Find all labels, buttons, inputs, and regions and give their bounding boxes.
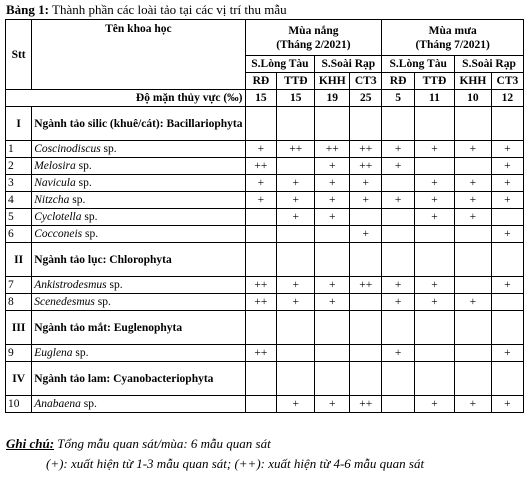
- species-sp: sp.: [100, 143, 117, 155]
- wet-season-label: Mùa mưa: [428, 24, 477, 37]
- group-name: Ngành tảo silic (khuê/cát): Bacillariophyta: [32, 107, 245, 141]
- occurrence-cell: +: [414, 141, 454, 158]
- empty-cell: [350, 107, 382, 141]
- site-header: CT3: [491, 73, 523, 90]
- occurrence-cell: [245, 226, 277, 243]
- occurrence-cell: +: [414, 209, 454, 226]
- species-name: [32, 277, 245, 294]
- empty-cell: [491, 107, 523, 141]
- table-row: [6, 277, 524, 294]
- occurrence-cell: [277, 158, 315, 175]
- caption-label: Bảng 1:: [6, 2, 49, 17]
- table-caption: [6, 2, 287, 18]
- table-row: [6, 294, 524, 311]
- empty-cell: [315, 362, 350, 396]
- salinity-value: 25: [350, 90, 382, 107]
- table-row: [6, 209, 524, 226]
- dry-season-month: (Tháng 2/2021): [276, 38, 351, 51]
- occurrence-cell: [350, 209, 382, 226]
- occurrence-cell: +: [350, 175, 382, 192]
- species-name: [32, 192, 245, 209]
- salinity-value: 12: [491, 90, 523, 107]
- empty-cell: [350, 311, 382, 345]
- empty-cell: [315, 243, 350, 277]
- occurrence-cell: [491, 209, 523, 226]
- occurrence-cell: [455, 226, 492, 243]
- empty-cell: [455, 243, 492, 277]
- table-row: [6, 396, 524, 413]
- table-row: [6, 175, 524, 192]
- table-row: [6, 141, 524, 158]
- occurrence-cell: +: [245, 141, 277, 158]
- note-total: Tổng mẫu quan sát/mùa: 6 mẫu quan sát: [54, 436, 271, 451]
- occurrence-cell: +: [277, 209, 315, 226]
- species-genus: Coscinodiscus: [34, 143, 101, 155]
- empty-cell: [491, 311, 523, 345]
- empty-cell: [455, 311, 492, 345]
- empty-cell: [382, 311, 415, 345]
- occurrence-cell: ++: [245, 345, 277, 362]
- site-header: KHH: [455, 73, 492, 90]
- note-label: Ghi chú:: [6, 436, 55, 451]
- occurrence-cell: [455, 277, 492, 294]
- species-sp: sp.: [81, 211, 98, 223]
- occurrence-cell: [491, 294, 523, 311]
- occurrence-cell: +: [455, 209, 492, 226]
- scientific-name-header: Tên khoa học: [32, 20, 245, 90]
- occurrence-cell: +: [315, 294, 350, 311]
- species-number: 10: [6, 396, 32, 413]
- empty-cell: [245, 107, 277, 141]
- occurrence-cell: ++: [277, 141, 315, 158]
- salinity-value: 11: [414, 90, 454, 107]
- species-table: [5, 19, 524, 413]
- empty-cell: [245, 243, 277, 277]
- table-row: [6, 345, 524, 362]
- note-line-1: [6, 436, 271, 452]
- occurrence-cell: [414, 226, 454, 243]
- species-number: 9: [6, 345, 32, 362]
- salinity-value: 10: [455, 90, 492, 107]
- occurrence-cell: +: [382, 277, 415, 294]
- salinity-value: 15: [245, 90, 277, 107]
- species-genus: Ankistrodesmus: [34, 279, 107, 291]
- occurrence-cell: +: [315, 175, 350, 192]
- group-number: III: [6, 311, 32, 345]
- stt-header: Stt: [6, 20, 32, 90]
- salinity-value: 19: [315, 90, 350, 107]
- occurrence-cell: [277, 226, 315, 243]
- occurrence-cell: +: [455, 141, 492, 158]
- group-name: Ngành tảo lam: Cyanobacteriophyta: [32, 362, 245, 396]
- occurrence-cell: +: [382, 192, 415, 209]
- species-sp: sp.: [106, 279, 123, 291]
- group-row: [6, 243, 524, 277]
- group-name: Ngành tảo mắt: Euglenophyta: [32, 311, 245, 345]
- species-number: 6: [6, 226, 32, 243]
- site-header: KHH: [315, 73, 350, 90]
- occurrence-cell: +: [315, 158, 350, 175]
- empty-cell: [382, 107, 415, 141]
- occurrence-cell: +: [277, 294, 315, 311]
- species-genus: Cyclotella: [34, 211, 82, 223]
- occurrence-cell: [245, 209, 277, 226]
- occurrence-cell: ++: [350, 277, 382, 294]
- group-row: [6, 107, 524, 141]
- empty-cell: [382, 362, 415, 396]
- species-name: [32, 226, 245, 243]
- site-header: TTĐ: [414, 73, 454, 90]
- empty-cell: [277, 311, 315, 345]
- group-name: Ngành tảo lục: Chlorophyta: [32, 243, 245, 277]
- occurrence-cell: +: [277, 192, 315, 209]
- occurrence-cell: +: [350, 192, 382, 209]
- occurrence-cell: [245, 396, 277, 413]
- species-genus: Navicula: [34, 177, 76, 189]
- site-header: CT3: [350, 73, 382, 90]
- empty-cell: [245, 311, 277, 345]
- occurrence-cell: +: [350, 226, 382, 243]
- occurrence-cell: +: [245, 192, 277, 209]
- empty-cell: [414, 311, 454, 345]
- salinity-value: 5: [382, 90, 415, 107]
- occurrence-cell: [414, 158, 454, 175]
- occurrence-cell: +: [455, 396, 492, 413]
- empty-cell: [382, 243, 415, 277]
- occurrence-cell: +: [277, 277, 315, 294]
- species-genus: Euglena: [34, 347, 73, 359]
- table-row: [6, 192, 524, 209]
- species-sp: sp.: [72, 347, 89, 359]
- species-sp: sp.: [82, 228, 99, 240]
- species-name: [32, 345, 245, 362]
- site-header: TTĐ: [277, 73, 315, 90]
- occurrence-cell: [382, 226, 415, 243]
- occurrence-cell: +: [491, 192, 523, 209]
- empty-cell: [277, 243, 315, 277]
- species-genus: Melosira: [34, 160, 76, 172]
- note-line-2: (+): xuất hiện từ 1-3 mẫu quan sát; (++): xuất hiện từ 4-6 mẫu quan sát: [46, 456, 425, 471]
- occurrence-cell: [315, 226, 350, 243]
- site-header: RĐ: [245, 73, 277, 90]
- occurrence-cell: ++: [245, 294, 277, 311]
- empty-cell: [491, 362, 523, 396]
- occurrence-cell: +: [382, 345, 415, 362]
- occurrence-cell: ++: [245, 158, 277, 175]
- species-number: 2: [6, 158, 32, 175]
- group-number: II: [6, 243, 32, 277]
- species-sp: sp.: [69, 194, 86, 206]
- occurrence-cell: +: [491, 396, 523, 413]
- occurrence-cell: +: [245, 175, 277, 192]
- species-number: 4: [6, 192, 32, 209]
- occurrence-cell: +: [414, 277, 454, 294]
- species-name: [32, 209, 245, 226]
- occurrence-cell: +: [382, 158, 415, 175]
- occurrence-cell: [350, 345, 382, 362]
- species-genus: Anabaena: [34, 398, 81, 410]
- occurrence-cell: [382, 396, 415, 413]
- empty-cell: [315, 107, 350, 141]
- occurrence-cell: +: [277, 396, 315, 413]
- occurrence-cell: +: [491, 277, 523, 294]
- river-header: S.Soài Rạp: [315, 56, 382, 73]
- species-name: [32, 158, 245, 175]
- empty-cell: [277, 107, 315, 141]
- occurrence-cell: +: [414, 396, 454, 413]
- river-header: S.Lòng Tàu: [382, 56, 455, 73]
- salinity-row: [6, 90, 524, 107]
- occurrence-cell: +: [315, 209, 350, 226]
- caption-text: Thành phần các loài tảo tại các vị trí thu mẫu: [52, 2, 287, 17]
- empty-cell: [455, 362, 492, 396]
- species-name: [32, 141, 245, 158]
- group-row: [6, 362, 524, 396]
- occurrence-cell: [315, 345, 350, 362]
- occurrence-cell: +: [491, 345, 523, 362]
- occurrence-cell: ++: [350, 141, 382, 158]
- empty-cell: [491, 243, 523, 277]
- occurrence-cell: +: [382, 294, 415, 311]
- empty-cell: [277, 362, 315, 396]
- river-header: S.Lòng Tàu: [245, 56, 315, 73]
- empty-cell: [350, 243, 382, 277]
- occurrence-cell: [350, 294, 382, 311]
- empty-cell: [414, 107, 454, 141]
- site-header: RĐ: [382, 73, 415, 90]
- species-genus: Scenedesmus: [34, 296, 95, 308]
- species-name: [32, 294, 245, 311]
- dry-season-header: [245, 20, 382, 56]
- occurrence-cell: [382, 209, 415, 226]
- occurrence-cell: +: [315, 192, 350, 209]
- occurrence-cell: ++: [350, 158, 382, 175]
- occurrence-cell: +: [382, 141, 415, 158]
- empty-cell: [350, 362, 382, 396]
- species-number: 7: [6, 277, 32, 294]
- table-row: [6, 226, 524, 243]
- occurrence-cell: +: [491, 158, 523, 175]
- occurrence-cell: +: [414, 192, 454, 209]
- river-header: S.Soài Rạp: [455, 56, 524, 73]
- species-genus: Nitzcha: [34, 194, 70, 206]
- occurrence-cell: +: [491, 175, 523, 192]
- species-sp: sp.: [80, 398, 97, 410]
- group-number: IV: [6, 362, 32, 396]
- occurrence-cell: +: [455, 175, 492, 192]
- species-number: 1: [6, 141, 32, 158]
- occurrence-cell: ++: [350, 396, 382, 413]
- empty-cell: [315, 311, 350, 345]
- species-number: 3: [6, 175, 32, 192]
- occurrence-cell: +: [491, 226, 523, 243]
- wet-season-month: (Tháng 7/2021): [415, 38, 490, 51]
- occurrence-cell: +: [315, 396, 350, 413]
- occurrence-cell: +: [491, 141, 523, 158]
- occurrence-cell: +: [414, 294, 454, 311]
- empty-cell: [245, 362, 277, 396]
- empty-cell: [455, 107, 492, 141]
- occurrence-cell: [414, 345, 454, 362]
- salinity-label: Độ mặn thủy vực (‰): [6, 90, 246, 107]
- occurrence-cell: +: [455, 192, 492, 209]
- species-sp: sp.: [94, 296, 111, 308]
- occurrence-cell: [455, 158, 492, 175]
- occurrence-cell: +: [277, 175, 315, 192]
- group-number: I: [6, 107, 32, 141]
- species-name: [32, 175, 245, 192]
- species-sp: sp.: [75, 177, 92, 189]
- wet-season-header: [382, 20, 524, 56]
- occurrence-cell: +: [315, 277, 350, 294]
- occurrence-cell: [277, 345, 315, 362]
- occurrence-cell: ++: [315, 141, 350, 158]
- occurrence-cell: +: [455, 294, 492, 311]
- species-name: [32, 396, 245, 413]
- table-row: [6, 158, 524, 175]
- species-number: 5: [6, 209, 32, 226]
- group-row: [6, 311, 524, 345]
- salinity-value: 15: [277, 90, 315, 107]
- occurrence-cell: ++: [245, 277, 277, 294]
- species-sp: sp.: [75, 160, 92, 172]
- occurrence-cell: [455, 345, 492, 362]
- empty-cell: [414, 362, 454, 396]
- species-number: 8: [6, 294, 32, 311]
- occurrence-cell: [382, 175, 415, 192]
- empty-cell: [414, 243, 454, 277]
- occurrence-cell: +: [414, 175, 454, 192]
- species-genus: Cocconeis: [34, 228, 83, 240]
- dry-season-label: Mùa nắng: [288, 24, 339, 37]
